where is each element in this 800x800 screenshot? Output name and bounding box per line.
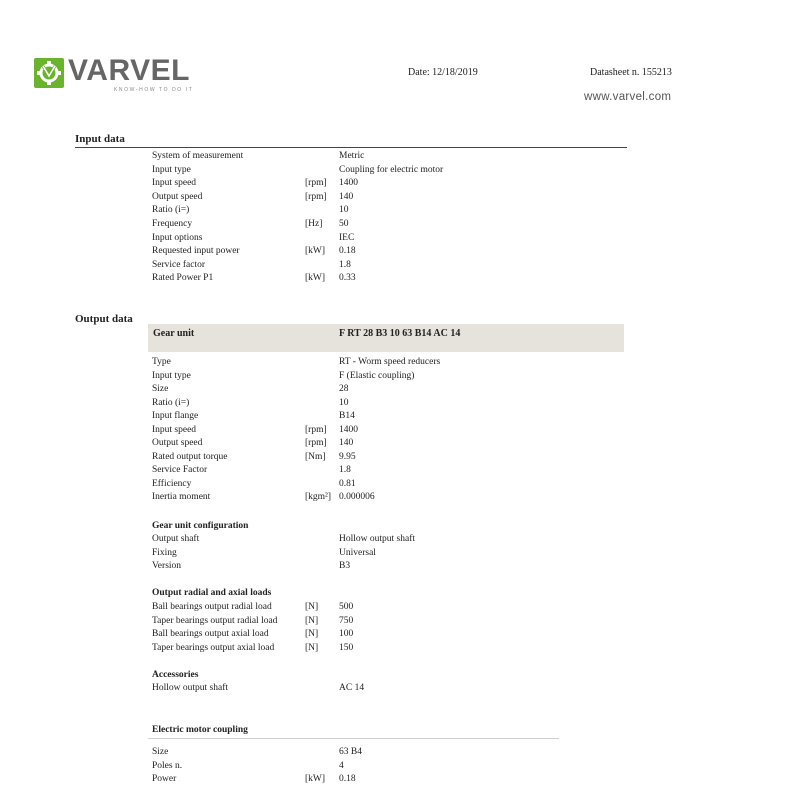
row-value: 500 bbox=[339, 602, 354, 612]
table-row bbox=[152, 218, 632, 231]
config-title: Gear unit configuration bbox=[152, 521, 249, 531]
row-value: B3 bbox=[339, 561, 351, 571]
row-label: Type bbox=[152, 357, 171, 367]
row-label: Output speed bbox=[152, 438, 203, 448]
row-value: 10 bbox=[339, 397, 349, 408]
table-row bbox=[152, 356, 632, 369]
row-value: B14 bbox=[339, 411, 355, 421]
brand-logo bbox=[34, 56, 194, 94]
table-row bbox=[152, 533, 632, 546]
row-value: AC 14 bbox=[339, 683, 365, 693]
row-value: 0.18 bbox=[339, 774, 356, 784]
brand-name: VARVEL bbox=[68, 54, 190, 87]
row-label: Input options bbox=[152, 232, 203, 243]
input-data-divider bbox=[75, 147, 627, 148]
row-label: Ball bearings output radial load bbox=[152, 602, 272, 612]
row-label: Version bbox=[152, 561, 182, 571]
gear-unit-code: F RT 28 B3 10 63 B14 AC 14 bbox=[339, 328, 461, 339]
row-label: Input speed bbox=[152, 424, 197, 435]
row-value: 0.18 bbox=[339, 246, 356, 257]
row-value: 1.8 bbox=[339, 259, 351, 270]
row-label: Ratio (i=) bbox=[152, 397, 190, 408]
row-unit: [N] bbox=[305, 602, 319, 612]
table-row bbox=[152, 478, 632, 491]
table-row bbox=[152, 150, 632, 163]
row-value: 0.33 bbox=[339, 273, 356, 284]
website-link[interactable]: www.varvel.com bbox=[584, 91, 672, 103]
table-row bbox=[152, 164, 632, 177]
row-unit: [rpm] bbox=[305, 191, 327, 202]
row-label: System of measurement bbox=[152, 151, 244, 161]
row-value: 4 bbox=[339, 760, 344, 771]
motor-coupling-divider bbox=[148, 738, 559, 739]
table-row bbox=[152, 642, 632, 655]
input-data-title: Input data bbox=[75, 133, 125, 145]
table-row bbox=[152, 383, 632, 396]
row-label: Size bbox=[152, 747, 169, 757]
table-row bbox=[152, 397, 632, 410]
table-row bbox=[152, 437, 632, 450]
row-unit: [N] bbox=[305, 629, 319, 639]
table-row bbox=[152, 601, 632, 614]
table-row bbox=[152, 491, 632, 504]
row-value: 150 bbox=[339, 642, 354, 653]
row-label: Frequency bbox=[152, 219, 193, 229]
row-label: Taper bearings output radial load bbox=[152, 615, 278, 626]
row-label: Service Factor bbox=[152, 465, 208, 475]
table-row bbox=[152, 560, 632, 573]
row-label: Ratio (i=) bbox=[152, 205, 190, 216]
row-label: Rated Power P1 bbox=[152, 273, 214, 284]
table-row bbox=[152, 191, 632, 204]
table-row bbox=[152, 464, 632, 477]
brand-tagline: KNOW-HOW TO DO IT bbox=[114, 87, 194, 93]
row-value: Metric bbox=[339, 151, 365, 161]
row-value: 0.000006 bbox=[339, 492, 375, 502]
table-row bbox=[152, 547, 632, 560]
row-unit: [N] bbox=[305, 642, 319, 653]
row-unit: [Hz] bbox=[305, 219, 323, 229]
gear-icon bbox=[34, 58, 64, 88]
row-unit: [N] bbox=[305, 615, 319, 626]
row-value: 28 bbox=[339, 384, 349, 394]
row-label: Input type bbox=[152, 370, 191, 381]
row-unit: [Nm] bbox=[305, 451, 326, 462]
row-label: Service factor bbox=[152, 259, 206, 270]
output-data-title: Output data bbox=[75, 313, 133, 325]
row-unit: [kgm²] bbox=[305, 492, 332, 502]
accessories-title: Accessories bbox=[152, 670, 199, 680]
row-value: 50 bbox=[339, 219, 349, 229]
table-row bbox=[152, 760, 632, 773]
row-label: Size bbox=[152, 384, 169, 394]
row-value: Coupling for electric motor bbox=[339, 164, 444, 175]
row-label: Efficiency bbox=[152, 478, 192, 489]
loads-title: Output radial and axial loads bbox=[152, 588, 272, 598]
row-value: RT - Worm speed reducers bbox=[339, 357, 441, 367]
row-value: 140 bbox=[339, 191, 354, 202]
row-unit: [kW] bbox=[305, 774, 326, 784]
row-label: Input flange bbox=[152, 411, 199, 421]
row-value: Hollow output shaft bbox=[339, 534, 415, 544]
table-row bbox=[152, 177, 632, 190]
row-label: Inertia moment bbox=[152, 492, 211, 502]
table-row bbox=[152, 245, 632, 258]
table-row bbox=[152, 410, 632, 423]
row-label: Input type bbox=[152, 164, 191, 175]
table-row bbox=[152, 259, 632, 272]
table-row bbox=[152, 204, 632, 217]
row-label: Input speed bbox=[152, 178, 197, 189]
table-row bbox=[152, 615, 632, 628]
gear-unit-label: Gear unit bbox=[153, 328, 195, 339]
row-unit: [rpm] bbox=[305, 424, 327, 435]
row-value: 140 bbox=[339, 438, 354, 448]
row-value: F (Elastic coupling) bbox=[339, 370, 415, 381]
document-date: Date: 12/18/2019 bbox=[408, 67, 478, 78]
row-value: 100 bbox=[339, 629, 354, 639]
row-unit: [rpm] bbox=[305, 178, 327, 189]
table-row bbox=[152, 370, 632, 383]
row-label: Rated output torque bbox=[152, 451, 228, 462]
table-row bbox=[152, 272, 632, 285]
table-row bbox=[152, 451, 632, 464]
row-value: IEC bbox=[339, 232, 355, 243]
row-label: Requested input power bbox=[152, 246, 240, 257]
row-unit: [kW] bbox=[305, 246, 326, 257]
row-unit: [rpm] bbox=[305, 438, 327, 448]
row-value: 1400 bbox=[339, 424, 358, 435]
table-row bbox=[152, 773, 632, 786]
row-value: 10 bbox=[339, 205, 349, 216]
row-value: 1400 bbox=[339, 178, 358, 189]
row-label: Ball bearings output axial load bbox=[152, 629, 269, 639]
table-row bbox=[152, 424, 632, 437]
row-value: 63 B4 bbox=[339, 747, 362, 757]
row-value: 0.81 bbox=[339, 478, 356, 489]
row-label: Fixing bbox=[152, 547, 177, 558]
motor-coupling-title: Electric motor coupling bbox=[152, 725, 248, 735]
table-row bbox=[152, 746, 632, 759]
row-value: Universal bbox=[339, 547, 376, 558]
datasheet-number: Datasheet n. 155213 bbox=[590, 67, 672, 78]
row-label: Power bbox=[152, 774, 177, 784]
table-row bbox=[152, 682, 632, 695]
row-value: 9.95 bbox=[339, 451, 356, 462]
row-label: Output shaft bbox=[152, 534, 200, 544]
table-row bbox=[152, 232, 632, 245]
row-unit: [kW] bbox=[305, 273, 326, 284]
row-value: 750 bbox=[339, 615, 354, 626]
table-row bbox=[152, 628, 632, 641]
row-label: Taper bearings output axial load bbox=[152, 642, 275, 653]
row-label: Poles n. bbox=[152, 760, 183, 771]
row-label: Hollow output shaft bbox=[152, 683, 228, 693]
row-value: 1.8 bbox=[339, 465, 351, 475]
row-label: Output speed bbox=[152, 191, 203, 202]
